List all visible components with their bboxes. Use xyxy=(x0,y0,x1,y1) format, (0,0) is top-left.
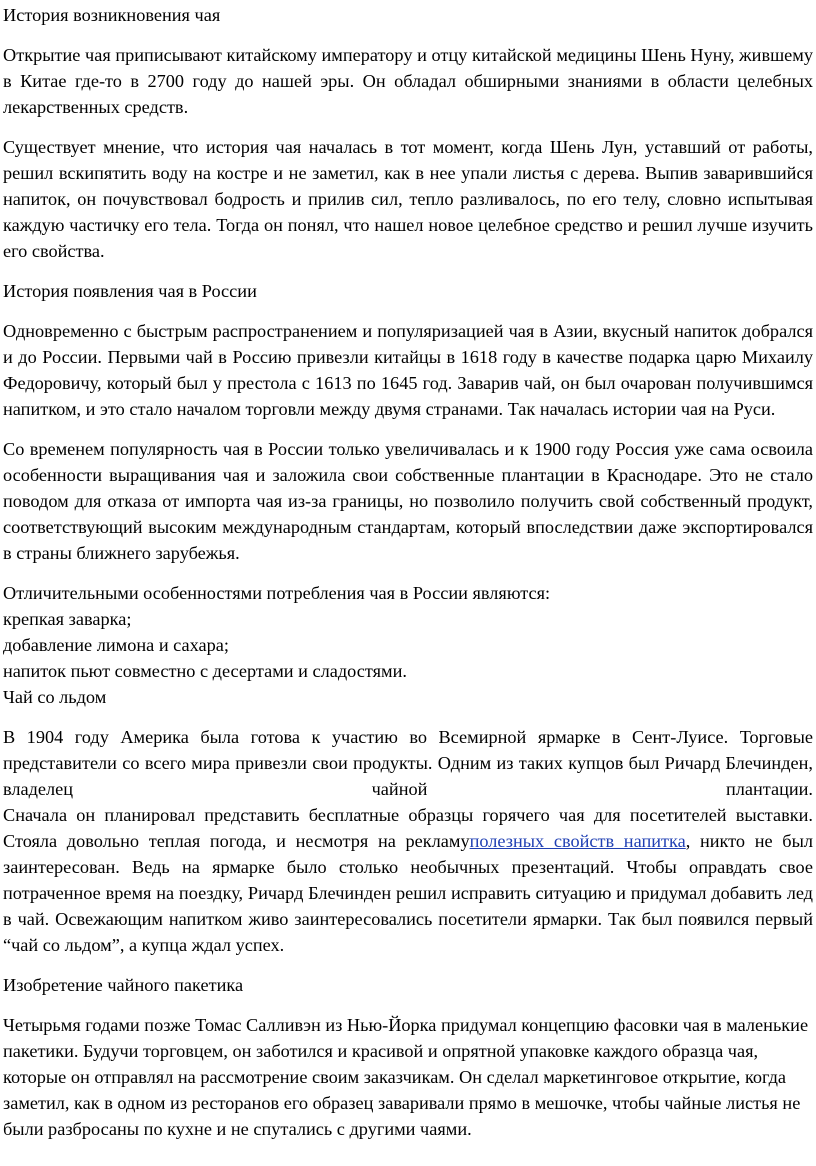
paragraph-iced-tea-text-before-link: Сначала он планировал представить бесплатные образцы горячего чая для посетителей выставки. Стояла довольно теплая погода, и несмотря на рекламу xyxy=(3,805,813,851)
paragraph-legend: Существует мнение, что история чая началась в тот момент, когда Шень Лун, уставший от работы, решил вскипятить воду на костре и не заметил, как в нее упали листья с дерева. Выпив заварившийся напиток, он почувствовал бодрость и прилив сил, тепло разливалось, по его телу, словно испытывая каждую частичку его тела. Тогда он понял, что нашел новое целебное средство и решил лучше изучить его свойства. xyxy=(3,137,813,261)
list-item: напиток пьют совместно с десертами и сладостями. xyxy=(3,661,407,681)
list-item: крепкая заварка; xyxy=(3,609,132,629)
list-intro: Отличительными особенностями потребления чая в России являются: xyxy=(3,583,551,603)
paragraph-tea-bag: Четырьмя годами позже Томас Салливэн из Нью-Йорка придумал концепцию фасовки чая в маленькие пакетики. Будучи торговцем, он заботился и красивой и опрятной упаковке каждого образца чая, которые он отправлял на рассмотрение своим заказчикам. Он сделал маркетинговое открытие, когда заметил, как в одном из ресторанов его образец заваривали прямо в мешочке, чтобы чайные листья не были разбросаны по кухне и не спутались с другими чаями. xyxy=(3,1015,809,1139)
features-list-block xyxy=(3,580,813,710)
paragraph-iced-tea-part2 xyxy=(3,802,813,958)
useful-properties-link[interactable]: полезных свойств напитка xyxy=(469,831,686,851)
paragraph-russia-popularity: Со временем популярность чая в России только увеличивалась и к 1900 году Россия уже сама освоила особенности выращивания чая и заложила свои собственные плантации в Краснодаре. Это не стало поводом для отказа от импорта чая из-за границы, но позволило получить свой собственный продукт, соответствующий высоким международным стандартам, который впоследствии даже экспортировался в страны ближнего зарубежья. xyxy=(3,439,813,563)
paragraph-russia-arrival: Одновременно с быстрым распространением и популяризацией чая в Азии, вкусный напиток добрался и до России. Первыми чай в Россию привезли китайцы в 1618 году в качестве подарка царю Михаилу Федоровичу, который был у престола с 1613 по 1645 год. Заварив чай, он был очарован получившимся напитком, и это стало началом торговли между двумя странами. Так началась истории чая на Руси. xyxy=(3,321,813,419)
document-page xyxy=(0,2,816,1166)
heading-tea-bag: Изобретение чайного пакетика xyxy=(3,975,244,995)
heading-tea-origin: История возникновения чая xyxy=(3,5,221,25)
heading-iced-tea: Чай со льдом xyxy=(3,687,107,707)
paragraph-iced-tea xyxy=(3,724,813,958)
heading-tea-russia: История появления чая в России xyxy=(3,281,257,301)
paragraph-shen-nong: Открытие чая приписывают китайскому императору и отцу китайской медицины Шень Нуну, жившему в Китае где-то в 2700 году до нашей эры. Он обладал обширными знаниями в области целебных лекарственных средств. xyxy=(3,45,813,117)
paragraph-iced-tea-part1: В 1904 году Америка была готова к участию во Всемирной ярмарке в Сент-Луисе. Торговые представители со всего мира привезли свои продукты. Одним из таких купцов был Ричард Блечинден, владелец чайной плантации. xyxy=(3,727,813,799)
paragraph-iced-tea-text-after-link: , никто не был заинтересован. Ведь на ярмарке было столько необычных презентаций. Чтобы оправдать свое потраченное время на поездку, Ричард Блечинден решил исправить ситуацию и придумал добавить лед в чай. Освежающим напитком живо заинтересовались посетители ярмарки. Так был появился первый “чай со льдом”, а купца ждал успех. xyxy=(3,831,814,955)
list-item: добавление лимона и сахара; xyxy=(3,635,229,655)
